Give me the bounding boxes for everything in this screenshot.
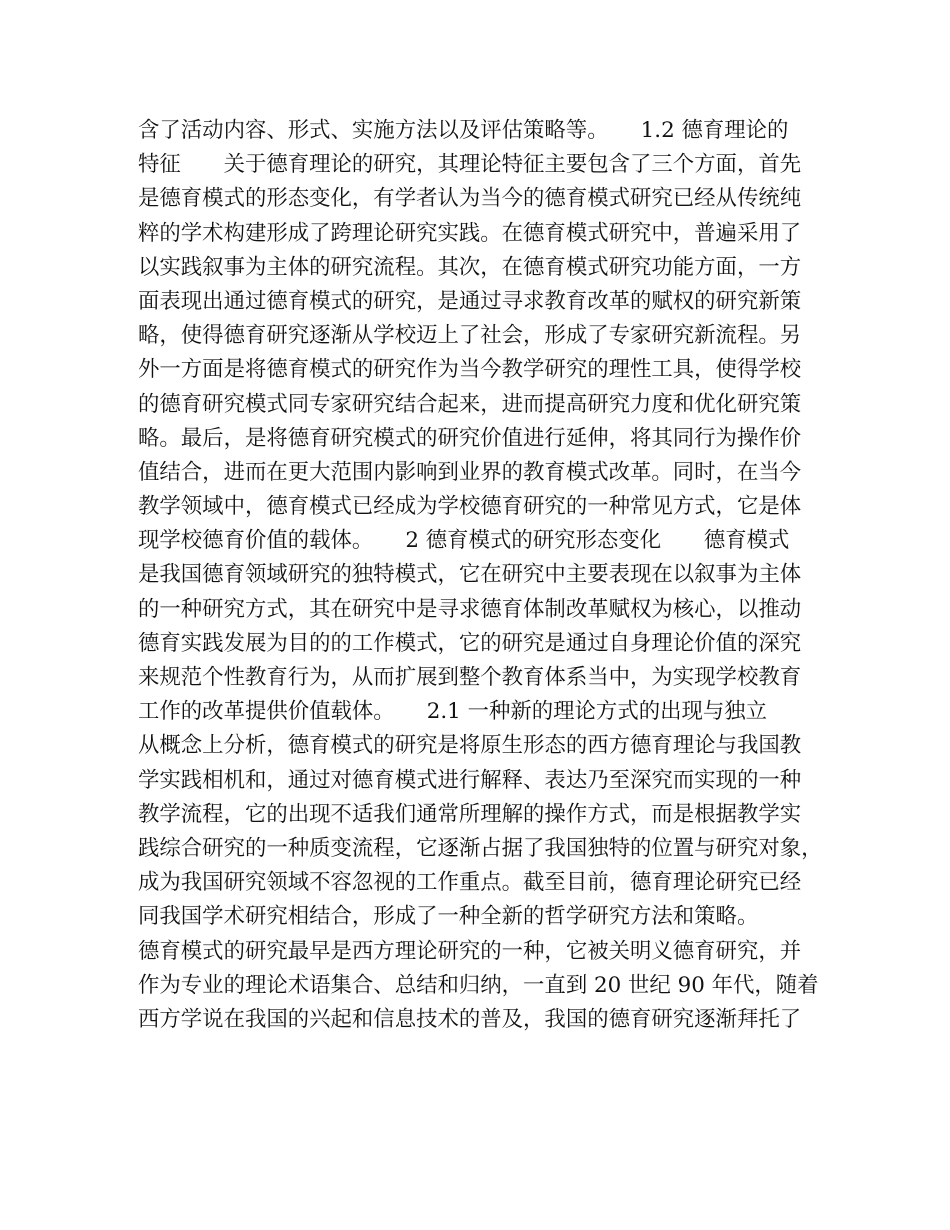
text-line: 特征 关于德育理论的研究，其理论特征主要包含了三个方面，首先 xyxy=(138,152,802,178)
text-line: 学实践相机和，通过对德育模式进行解释、表达乃至深究而实现的一种 xyxy=(138,767,802,793)
text-line: 德育实践发展为目的的工作模式，它的研究是通过自身理论价值的深究 xyxy=(138,630,802,656)
text-line: 以实践叙事为主体的研究流程。其次，在德育模式研究功能方面，一方 xyxy=(138,254,802,280)
text-line: 粹的学术构建形成了跨理论研究实践。在德育模式研究中，普遍采用了 xyxy=(138,220,802,246)
text-line: 教学领域中，德育模式已经成为学校德育研究的一种常见方式，它是体 xyxy=(138,494,802,520)
text-line: 略，使得德育研究逐渐从学校迈上了社会，形成了专家研究新流程。另 xyxy=(138,323,802,349)
text-line: 教学流程，它的出现不适我们通常所理解的操作方式，而是根据教学实 xyxy=(138,801,802,827)
text-line: 成为我国研究领域不容忽视的工作重点。截至目前，德育理论研究已经 xyxy=(138,870,802,896)
text-line: 是德育模式的形态变化，有学者认为当今的德育模式研究已经从传统纯 xyxy=(138,186,802,212)
text-line: 略。最后，是将德育研究模式的研究价值进行延伸，将其同行为操作价 xyxy=(138,425,802,451)
text-line: 德育模式的研究最早是西方理论研究的一种，它被关明义德育研究，并 xyxy=(138,938,802,964)
text-line: 工作的改革提供价值载体。 2.1 一种新的理论方式的出现与独立 xyxy=(138,699,768,725)
text-line: 现学校德育价值的载体。 2 德育模式的研究形态变化 德育模式 xyxy=(138,528,790,554)
body-text xyxy=(138,114,828,1037)
text-line: 的德育研究模式同专家研究结合起来，进而提高研究力度和优化研究策 xyxy=(138,391,802,417)
text-line: 的一种研究方式，其在研究中是寻求德育体制改革赋权为核心，以推动 xyxy=(138,596,802,622)
text-line: 西方学说在我国的兴起和信息技术的普及，我国的德育研究逐渐拜托了 xyxy=(138,1006,802,1032)
text-line: 从概念上分析，德育模式的研究是将原生形态的西方德育理论与我国教 xyxy=(138,733,802,759)
text-line: 作为专业的理论术语集合、总结和归纳，一直到 20 世纪 90 年代，随着 xyxy=(138,972,819,998)
text-line: 来规范个性教育行为，从而扩展到整个教育体系当中，为实现学校教育 xyxy=(138,665,802,690)
text-line: 是我国德育领域研究的独特模式，它在研究中主要表现在以叙事为主体 xyxy=(138,562,802,588)
text-line: 践综合研究的一种质变流程，它逐渐占据了我国独特的位置与研究对象， xyxy=(138,835,823,861)
text-line: 同我国学术研究相结合，形成了一种全新的哲学研究方法和策略。 xyxy=(138,904,759,930)
text-line: 值结合，进而在更大范围内影响到业界的教育模式改革。同时，在当今 xyxy=(138,459,802,485)
text-line: 面表现出通过德育模式的研究，是通过寻求教育改革的赋权的研究新策 xyxy=(138,288,802,314)
text-line: 外一方面是将德育模式的研究作为当今教学研究的理性工具，使得学校 xyxy=(138,357,802,383)
text-line: 含了活动内容、形式、实施方法以及评估策略等。 1.2 德育理论的 xyxy=(138,118,789,143)
